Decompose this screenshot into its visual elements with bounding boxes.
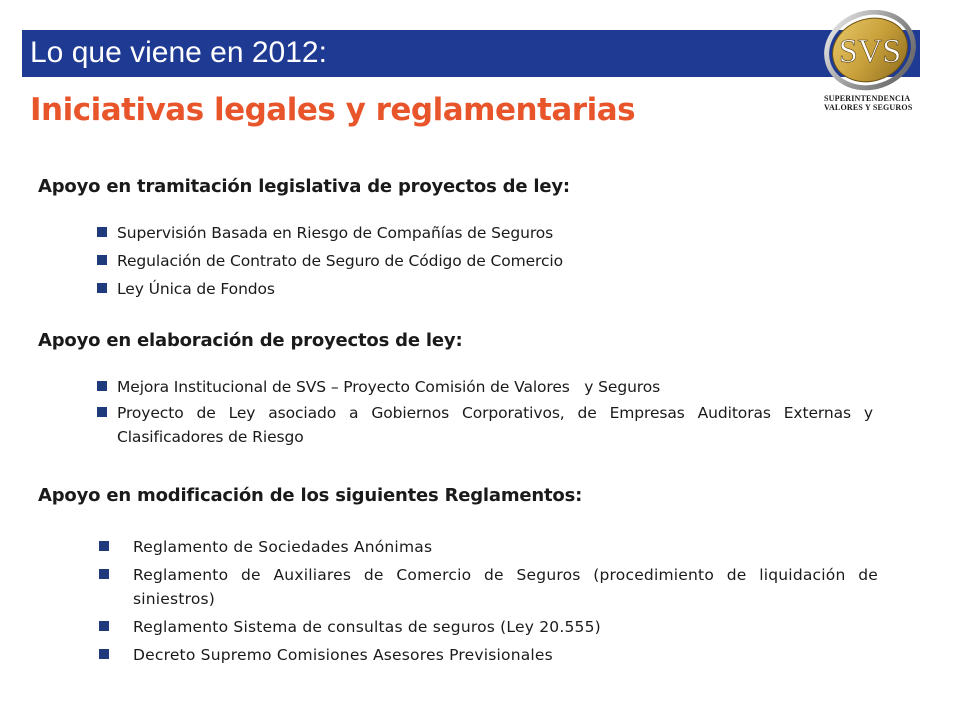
svs-emblem-icon: [814, 10, 932, 94]
list-item: [133, 643, 878, 667]
square-bullet-icon: [97, 227, 107, 237]
bullet-list-tramitacion: [117, 221, 917, 301]
bullet-list-elaboracion: [117, 375, 873, 449]
list-item: [117, 277, 917, 301]
square-bullet-icon: [99, 569, 109, 579]
list-item-text: Reglamento Sistema de consultas de seguros (Ley 20.555): [133, 618, 601, 636]
bullet-list-reglamentos: [133, 535, 878, 667]
square-bullet-icon: [99, 621, 109, 631]
square-bullet-icon: [97, 407, 107, 417]
square-bullet-icon: [97, 381, 107, 391]
square-bullet-icon: [99, 649, 109, 659]
section-heading-elaboracion: Apoyo en elaboración de proyectos de ley:: [38, 330, 463, 351]
list-item-text: Regulación de Contrato de Seguro de Código de Comercio: [117, 252, 563, 270]
slide-header-title: Lo que viene en 2012:: [30, 36, 327, 69]
section-heading-reglamentos: Apoyo en modificación de los siguientes Reglamentos:: [38, 485, 583, 506]
list-item: [117, 375, 873, 399]
logo-line-1: SUPERINTENDENCIA: [824, 94, 911, 103]
square-bullet-icon: [97, 255, 107, 265]
list-item: [133, 535, 878, 559]
list-item: [133, 563, 878, 611]
section-heading-tramitacion: Apoyo en tramitación legislativa de proyectos de ley:: [38, 176, 570, 197]
svs-logo: [814, 10, 932, 116]
list-item: [117, 249, 917, 273]
logo-line-2: VALORES Y SEGUROS: [824, 103, 913, 112]
list-item-text: Supervisión Basada en Riesgo de Compañías de Seguros: [117, 224, 554, 242]
list-item-text: Reglamento de Auxiliares de Comercio de Seguros (procedimiento de liquidación de siniestros): [133, 566, 878, 608]
square-bullet-icon: [97, 283, 107, 293]
list-item: [117, 221, 917, 245]
list-item-text: Decreto Supremo Comisiones Asesores Previsionales: [133, 646, 553, 664]
list-item-text: Reglamento de Sociedades Anónimas: [133, 538, 433, 556]
list-item-text: Proyecto de Ley asociado a Gobiernos Corporativos, de Empresas Auditoras Externas y Clasificadores de Riesgo: [117, 404, 873, 446]
list-item: [133, 615, 878, 639]
list-item-text: Ley Única de Fondos: [117, 280, 275, 298]
list-item: [117, 401, 873, 449]
square-bullet-icon: [99, 541, 109, 551]
logo-wordmark: [824, 94, 924, 112]
logo-mark: SVS: [838, 33, 902, 70]
slide-subtitle: Iniciativas legales y reglamentarias: [30, 92, 636, 128]
list-item-text: Mejora Institucional de SVS – Proyecto Comisión de Valores y Seguros: [117, 378, 661, 396]
